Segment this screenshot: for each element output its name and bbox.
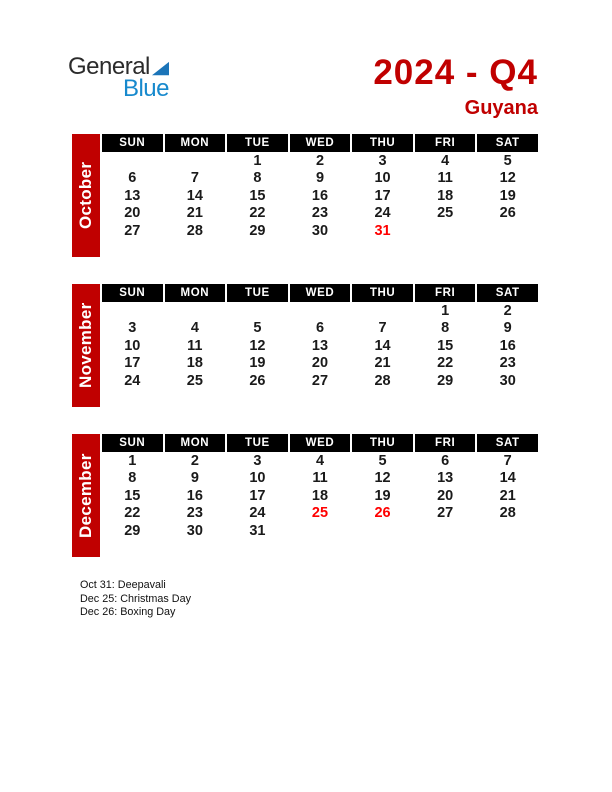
day-cell-5: 5: [253, 320, 262, 337]
weekday-header-sat: SAT: [477, 134, 538, 152]
month-sidebar: [72, 284, 100, 407]
day-cell-empty: [415, 240, 476, 258]
weekday-header-thu: THU: [352, 434, 413, 452]
month-sidebar: [72, 434, 100, 557]
day-cell-empty: [477, 390, 538, 408]
day-cell-8: 8: [441, 320, 450, 337]
day-cell-28: 28: [186, 222, 203, 239]
day-cell-25: 25: [311, 505, 329, 522]
day-cell-empty: [227, 540, 288, 558]
day-cell-11: 11: [187, 337, 203, 354]
weekday-header-thu: THU: [352, 134, 413, 152]
day-cell-11: 11: [312, 470, 328, 487]
holiday-note-line: Dec 25: Christmas Day: [80, 592, 192, 605]
day-cell-19: 19: [499, 187, 516, 204]
month-december: [72, 434, 538, 557]
day-cell-5: 5: [503, 152, 512, 169]
day-cell-27: 27: [124, 222, 141, 239]
page-subtitle: Guyana: [464, 97, 538, 119]
day-cell-empty: [290, 522, 351, 540]
day-cell-empty: [415, 222, 476, 240]
day-cell-7: 7: [190, 170, 199, 187]
day-cell-18: 18: [437, 187, 454, 204]
month-name-label: October: [76, 161, 95, 230]
day-cell-empty: [102, 390, 163, 408]
day-cell-26: 26: [499, 205, 516, 222]
weekday-header-fri: FRI: [415, 434, 476, 452]
day-cell-14: 14: [186, 187, 203, 204]
weekday-header-sun: SUN: [102, 134, 163, 152]
day-cell-empty: [165, 152, 226, 170]
day-cell-12: 12: [374, 470, 391, 487]
day-cell-4: 4: [190, 320, 199, 337]
day-cell-16: 16: [311, 187, 329, 204]
day-cell-12: 12: [249, 337, 266, 354]
day-cell-empty: [352, 540, 413, 558]
day-cell-30: 30: [499, 372, 516, 389]
day-cell-17: 17: [374, 187, 391, 204]
day-cell-14: 14: [499, 470, 516, 487]
day-cell-empty: [477, 540, 538, 558]
month-grid: [102, 134, 538, 257]
weekday-header-mon: MON: [165, 134, 226, 152]
weekday-header-tue: TUE: [227, 434, 288, 452]
day-cell-empty: [352, 522, 413, 540]
weekday-header-wed: WED: [290, 284, 351, 302]
weekday-header-fri: FRI: [415, 284, 476, 302]
day-cell-24: 24: [374, 205, 391, 222]
page-title: 2024 - Q4: [373, 53, 538, 92]
day-cell-empty: [102, 152, 163, 170]
day-cell-5: 5: [378, 452, 387, 469]
logo-text-general: General: [68, 53, 150, 80]
day-cell-15: 15: [437, 337, 454, 354]
day-cell-3: 3: [253, 452, 262, 469]
day-cell-26: 26: [374, 505, 391, 522]
weekday-header-thu: THU: [352, 284, 413, 302]
day-cell-28: 28: [499, 505, 516, 522]
weekday-header-sun: SUN: [102, 434, 163, 452]
day-cell-30: 30: [311, 222, 329, 239]
day-cell-10: 10: [124, 337, 141, 354]
logo: [68, 55, 169, 101]
day-cell-empty: [290, 540, 351, 558]
day-cell-4: 4: [315, 452, 325, 469]
day-cell-11: 11: [437, 170, 453, 187]
day-cell-25: 25: [186, 372, 203, 389]
day-cell-17: 17: [124, 355, 141, 372]
day-cell-1: 1: [128, 452, 137, 469]
day-cell-21: 21: [186, 205, 203, 222]
day-cell-empty: [227, 390, 288, 408]
day-cell-13: 13: [437, 470, 454, 487]
day-cell-empty: [477, 222, 538, 240]
month-grid: [102, 434, 538, 557]
day-cell-20: 20: [437, 487, 454, 504]
day-cell-17: 17: [249, 487, 266, 504]
day-cell-22: 22: [437, 355, 454, 372]
day-cell-21: 21: [374, 355, 391, 372]
day-cell-10: 10: [249, 470, 266, 487]
weekday-header-sun: SUN: [102, 284, 163, 302]
day-cell-empty: [415, 540, 476, 558]
day-cell-29: 29: [437, 372, 454, 389]
title-block: [373, 55, 538, 118]
day-cell-12: 12: [499, 170, 516, 187]
day-cell-22: 22: [249, 205, 266, 222]
weekday-header-fri: FRI: [415, 134, 476, 152]
day-cell-2: 2: [503, 302, 512, 319]
weekday-header-wed: WED: [290, 434, 351, 452]
holiday-note-line: Oct 31: Deepavali: [80, 579, 166, 591]
day-cell-empty: [227, 302, 288, 320]
day-cell-2: 2: [315, 152, 325, 169]
day-cell-empty: [290, 302, 351, 320]
weekday-header-sat: SAT: [477, 284, 538, 302]
day-cell-16: 16: [499, 337, 516, 354]
day-cell-24: 24: [124, 372, 141, 389]
day-cell-empty: [352, 302, 413, 320]
day-cell-empty: [102, 302, 163, 320]
day-cell-28: 28: [374, 372, 391, 389]
day-cell-31: 31: [374, 222, 391, 239]
day-cell-20: 20: [311, 355, 329, 372]
day-cell-empty: [102, 240, 163, 258]
day-cell-20: 20: [124, 205, 141, 222]
day-cell-empty: [352, 390, 413, 408]
weekday-header-mon: MON: [165, 434, 226, 452]
day-cell-19: 19: [249, 355, 266, 372]
day-cell-9: 9: [503, 320, 512, 337]
day-cell-23: 23: [311, 205, 329, 222]
day-cell-empty: [165, 390, 226, 408]
day-cell-empty: [290, 390, 351, 408]
day-cell-9: 9: [315, 170, 325, 187]
day-cell-6: 6: [441, 452, 450, 469]
day-cell-2: 2: [190, 452, 199, 469]
day-cell-16: 16: [186, 487, 203, 504]
day-cell-8: 8: [128, 470, 137, 487]
day-cell-13: 13: [311, 337, 329, 354]
day-cell-22: 22: [124, 505, 141, 522]
day-cell-1: 1: [441, 302, 450, 319]
day-cell-10: 10: [374, 170, 391, 187]
day-cell-13: 13: [124, 187, 141, 204]
day-cell-24: 24: [249, 505, 266, 522]
month-name-label: November: [76, 302, 95, 389]
day-cell-empty: [477, 522, 538, 540]
day-cell-23: 23: [186, 505, 203, 522]
day-cell-empty: [165, 240, 226, 258]
day-cell-7: 7: [378, 320, 387, 337]
day-cell-empty: [477, 240, 538, 258]
month-november: [72, 284, 538, 407]
day-cell-23: 23: [499, 355, 516, 372]
day-cell-7: 7: [503, 452, 512, 469]
holiday-notes: [80, 579, 191, 620]
day-cell-14: 14: [374, 337, 391, 354]
day-cell-4: 4: [441, 152, 450, 169]
day-cell-29: 29: [124, 522, 141, 539]
day-cell-18: 18: [311, 487, 329, 504]
month-name-label: December: [76, 453, 95, 538]
month-grid: [102, 284, 538, 407]
day-cell-31: 31: [249, 522, 266, 539]
day-cell-empty: [415, 390, 476, 408]
day-cell-empty: [290, 240, 351, 258]
logo-text-blue: Blue: [122, 75, 169, 102]
weekday-header-wed: WED: [290, 134, 351, 152]
day-cell-21: 21: [499, 487, 516, 504]
day-cell-empty: [102, 540, 163, 558]
day-cell-27: 27: [311, 372, 329, 389]
day-cell-empty: [415, 522, 476, 540]
weekday-header-mon: MON: [165, 284, 226, 302]
day-cell-27: 27: [437, 505, 454, 522]
day-cell-1: 1: [253, 152, 262, 169]
day-cell-29: 29: [249, 222, 266, 239]
day-cell-15: 15: [124, 487, 141, 504]
month-tables: [72, 134, 538, 584]
day-cell-empty: [165, 540, 226, 558]
day-cell-26: 26: [249, 372, 266, 389]
day-cell-3: 3: [378, 152, 387, 169]
day-cell-9: 9: [190, 470, 199, 487]
day-cell-3: 3: [128, 320, 137, 337]
day-cell-18: 18: [186, 355, 203, 372]
day-cell-empty: [352, 240, 413, 258]
day-cell-empty: [227, 240, 288, 258]
month-sidebar: [72, 134, 100, 257]
holiday-note-line: Dec 26: Boxing Day: [80, 606, 176, 619]
day-cell-30: 30: [186, 522, 203, 539]
day-cell-empty: [165, 302, 226, 320]
month-october: [72, 134, 538, 257]
day-cell-6: 6: [315, 320, 325, 337]
day-cell-19: 19: [374, 487, 391, 504]
weekday-header-tue: TUE: [227, 284, 288, 302]
day-cell-15: 15: [249, 187, 266, 204]
day-cell-8: 8: [253, 170, 262, 187]
weekday-header-tue: TUE: [227, 134, 288, 152]
weekday-header-sat: SAT: [477, 434, 538, 452]
day-cell-25: 25: [437, 205, 454, 222]
day-cell-6: 6: [128, 170, 137, 187]
